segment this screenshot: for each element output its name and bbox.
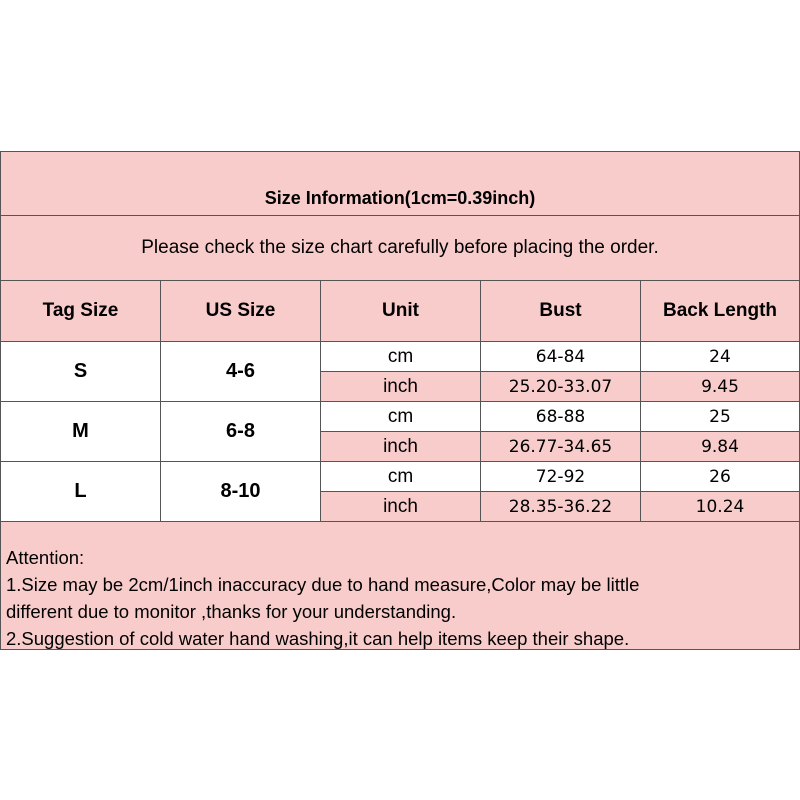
back-length-cell: 26 xyxy=(641,462,799,492)
bust-cell: 25.20-33.07 xyxy=(481,372,641,402)
tag-size-cell: S xyxy=(1,342,161,402)
tag-size-cell: L xyxy=(1,462,161,522)
unit-cell: inch xyxy=(321,432,481,462)
header-us-size: US Size xyxy=(161,281,321,342)
attention-notes xyxy=(1,522,799,652)
us-size-cell: 8-10 xyxy=(161,462,321,522)
back-length-cell: 9.45 xyxy=(641,372,799,402)
header-back-length: Back Length xyxy=(641,281,799,342)
header-unit: Unit xyxy=(321,281,481,342)
us-size-cell: 4-6 xyxy=(161,342,321,402)
table-title-text: Size Information(1cm=0.39inch) xyxy=(264,188,536,208)
table-title xyxy=(1,152,799,216)
header-tag-size: Tag Size xyxy=(1,281,161,342)
bust-cell: 72-92 xyxy=(481,462,641,492)
bust-cell: 26.77-34.65 xyxy=(481,432,641,462)
bust-cell: 68-88 xyxy=(481,402,641,432)
back-length-cell: 25 xyxy=(641,402,799,432)
unit-cell: cm xyxy=(321,462,481,492)
unit-cell: cm xyxy=(321,402,481,432)
attention-line-2: 2.Suggestion of cold water hand washing,it can help items keep their shape. xyxy=(6,628,630,649)
attention-line-1b: different due to monitor ,thanks for your understanding. xyxy=(6,601,457,622)
back-length-cell: 10.24 xyxy=(641,492,799,522)
header-bust: Bust xyxy=(481,281,641,342)
order-notice: Please check the size chart carefully before placing the order. xyxy=(1,216,799,281)
bust-cell: 28.35-36.22 xyxy=(481,492,641,522)
us-size-cell: 6-8 xyxy=(161,402,321,462)
back-length-cell: 9.84 xyxy=(641,432,799,462)
unit-cell: inch xyxy=(321,492,481,522)
unit-cell: inch xyxy=(321,372,481,402)
tag-size-cell: M xyxy=(1,402,161,462)
bust-cell: 64-84 xyxy=(481,342,641,372)
back-length-cell: 24 xyxy=(641,342,799,372)
attention-line-1a: 1.Size may be 2cm/1inch inaccuracy due to hand measure,Color may be little xyxy=(6,574,640,595)
attention-heading: Attention: xyxy=(6,547,85,568)
size-chart-table xyxy=(0,151,800,650)
unit-cell: cm xyxy=(321,342,481,372)
